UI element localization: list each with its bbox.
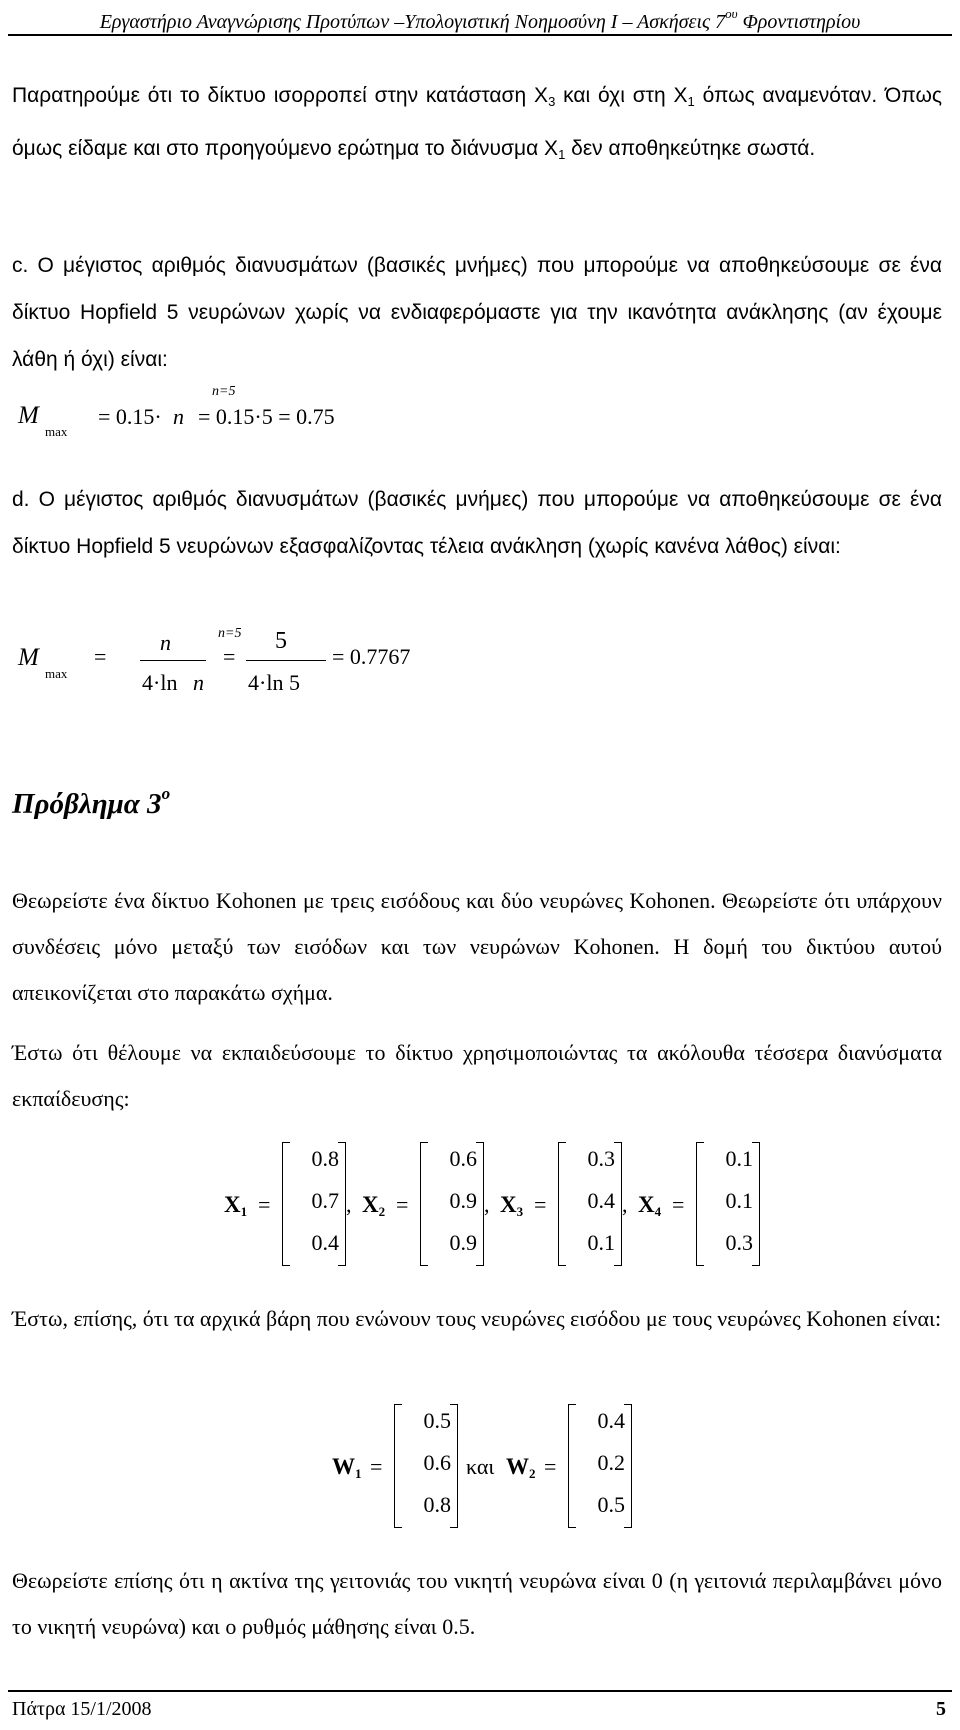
intro-sub-3: 1	[558, 147, 566, 162]
x3-value-1: 0.4	[587, 1188, 615, 1213]
vector-x1	[282, 1142, 346, 1266]
problem-paragraph-4: Θεωρείστε επίσης ότι η ακτίνα της γειτονιάς του νικητή νευρώνα είναι 0 (η γειτονιά περιλαμβάνει μόνο το νικητή νευρώνα) και ο ρυθμός μάθησης είναι 0.5.	[12, 1568, 942, 1639]
weight-vectors	[332, 1402, 652, 1532]
w2-letter: W	[506, 1454, 529, 1479]
x3-value-0: 0.3	[587, 1146, 615, 1171]
intro-sub-1: 3	[548, 94, 556, 109]
problem-paragraph-2: Έστω ότι θέλουμε να εκπαιδεύσουμε το δίκτυο χρησιμοποιώντας τα ακόλουθα τέσσερα διανύσματα εκπαίδευσης:	[12, 1040, 942, 1111]
w2-name	[506, 1454, 536, 1482]
eq-c-part1: = 0.15·	[98, 404, 162, 429]
intro-text-d: δεν αποθηκεύτηκε σωστά.	[565, 137, 816, 160]
x4-letter: X	[638, 1192, 655, 1217]
eq-d-M: M	[18, 644, 39, 671]
page-header	[0, 0, 960, 32]
problem-paragraph-1: Θεωρείστε ένα δίκτυο Kohonen με τρεις εισόδους και δύο νευρώνες Kohonen. Θεωρείστε ότι υπάρχουν συνδέσεις μόνο μεταξύ των εισόδων και των νευρώνων Kohonen. Η δομή του δικτύου αυτού απεικονίζεται στο παρακάτω σχήμα.	[12, 888, 942, 1005]
eq-c-part2: = 0.15·5 = 0.75	[198, 404, 335, 429]
eq-d-num1: n	[160, 630, 171, 655]
w1-sub: 1	[355, 1466, 362, 1481]
x2-letter: X	[362, 1192, 379, 1217]
problem-title-sup: ο	[161, 784, 171, 803]
eq-d-num2: 5	[275, 628, 287, 654]
problem-title: Πρόβλημα 3	[12, 788, 162, 820]
header-text-end: Φροντιστηρίου	[737, 11, 861, 33]
x3-letter: X	[500, 1192, 517, 1217]
vector-x2	[420, 1142, 484, 1266]
x4-value-1: 0.1	[725, 1188, 753, 1213]
intro-text-c: όπως αναμενόταν. Όπως όμως είδαμε και στο προηγούμενο ερώτημα το διάνυσμα X	[12, 84, 942, 160]
eq-d-fraction-line-1	[140, 660, 206, 661]
w2-eq: =	[544, 1454, 557, 1479]
x2-value-2: 0.9	[449, 1230, 477, 1255]
eq-c-M: M	[18, 402, 39, 429]
x1-letter: X	[224, 1192, 241, 1217]
x3-value-2: 0.1	[587, 1230, 615, 1255]
w2-value-1: 0.2	[597, 1450, 625, 1475]
eq-d-fraction-line-2	[246, 660, 326, 661]
header-text: Εργαστήριο Αναγνώρισης Προτύπων –Υπολογιστική Νοημοσύνη Ι – Ασκήσεις 7	[99, 11, 726, 33]
page-number: 5	[936, 1698, 946, 1720]
equation-d	[12, 620, 512, 700]
x1-name	[224, 1192, 247, 1220]
part-d-paragraph: d. Ο μέγιστος αριθμός διανυσμάτων (βασικές μνήμες) που μπορούμε να αποθηκεύσουμε σε ένα δίκτυο Hopfield 5 νευρώνων εξασφαλίζοντας τέλεια ανάκληση (χωρίς κανένα λάθος) είναι:	[12, 488, 942, 558]
equation-c	[12, 384, 432, 444]
x1-value-2: 0.4	[311, 1230, 339, 1255]
eq-d-den1n: n	[193, 670, 204, 695]
problem-paragraph-3: Έστω, επίσης, ότι τα αρχικά βάρη που ενώνουν τους νευρώνες εισόδου με τους νευρώνες Kohonen είναι:	[12, 1306, 942, 1331]
x2-comma: ,	[484, 1192, 490, 1217]
w1-letter: W	[332, 1454, 355, 1479]
x4-name	[638, 1192, 661, 1220]
x1-eq: =	[258, 1192, 271, 1217]
vector-w1	[394, 1404, 458, 1528]
eq-d-den1a: 4·ln	[142, 670, 178, 695]
x1-value-0: 0.8	[311, 1146, 339, 1171]
w1-value-1: 0.6	[423, 1450, 451, 1475]
x4-value-2: 0.3	[725, 1230, 753, 1255]
eq-d-eq1: =	[94, 644, 107, 669]
w2-sub: 2	[529, 1466, 536, 1481]
vector-w2	[568, 1404, 632, 1528]
eq-d-eq2: =	[223, 644, 236, 669]
w2-value-2: 0.5	[597, 1492, 625, 1517]
x2-name	[362, 1192, 385, 1220]
footer-date: Πάτρα 15/1/2008	[12, 1698, 152, 1720]
w1-eq: =	[370, 1454, 383, 1479]
x4-sub: 4	[654, 1204, 662, 1219]
training-vectors	[224, 1140, 753, 1270]
eq-c-max: max	[45, 424, 68, 439]
x3-sub: 3	[516, 1204, 524, 1219]
eq-d-den2: 4·ln 5	[248, 670, 300, 695]
x3-name	[500, 1192, 523, 1220]
weights-and: και	[466, 1454, 495, 1479]
vector-x3	[558, 1142, 622, 1266]
problem-heading	[12, 784, 170, 821]
intro-text-b: και όχι στη X	[555, 84, 688, 107]
x4-value-0: 0.1	[725, 1146, 753, 1171]
x2-eq: =	[396, 1192, 409, 1217]
footer-rule	[8, 1690, 952, 1692]
x3-comma: ,	[622, 1192, 628, 1217]
eq-c-n5: n=5	[212, 384, 236, 399]
x2-sub: 2	[378, 1204, 386, 1219]
x4-eq: =	[672, 1192, 685, 1217]
w1-name	[332, 1454, 362, 1482]
eq-d-max: max	[45, 666, 68, 681]
x2-value-0: 0.6	[449, 1146, 477, 1171]
w2-value-0: 0.4	[597, 1408, 625, 1433]
vector-x4	[696, 1142, 760, 1266]
header-rule	[8, 34, 952, 36]
x1-comma: ,	[346, 1192, 352, 1217]
intro-sub-2: 1	[687, 94, 695, 109]
x1-value-1: 0.7	[311, 1188, 339, 1213]
eq-d-n5: n=5	[218, 626, 242, 641]
w1-value-2: 0.8	[423, 1492, 451, 1517]
intro-paragraph	[12, 72, 942, 178]
x3-eq: =	[534, 1192, 547, 1217]
eq-d-result: = 0.7767	[332, 644, 411, 669]
part-c-paragraph: c. Ο μέγιστος αριθμός διανυσμάτων (βασικές μνήμες) που μπορούμε να αποθηκεύσουμε σε ένα δίκτυο Hopfield 5 νευρώνων χωρίς να ενδιαφερόμαστε για την ικανότητα ανάκλησης (αν έχουμε λάθη ή όχι) είναι:	[12, 254, 942, 371]
x1-sub: 1	[240, 1204, 248, 1219]
header-sup: ου	[725, 6, 738, 21]
w1-value-0: 0.5	[423, 1408, 451, 1433]
intro-text-a: Παρατηρούμε ότι το δίκτυο ισορροπεί στην κατάσταση X	[12, 84, 549, 107]
x2-value-1: 0.9	[449, 1188, 477, 1213]
eq-c-n: n	[173, 404, 184, 429]
